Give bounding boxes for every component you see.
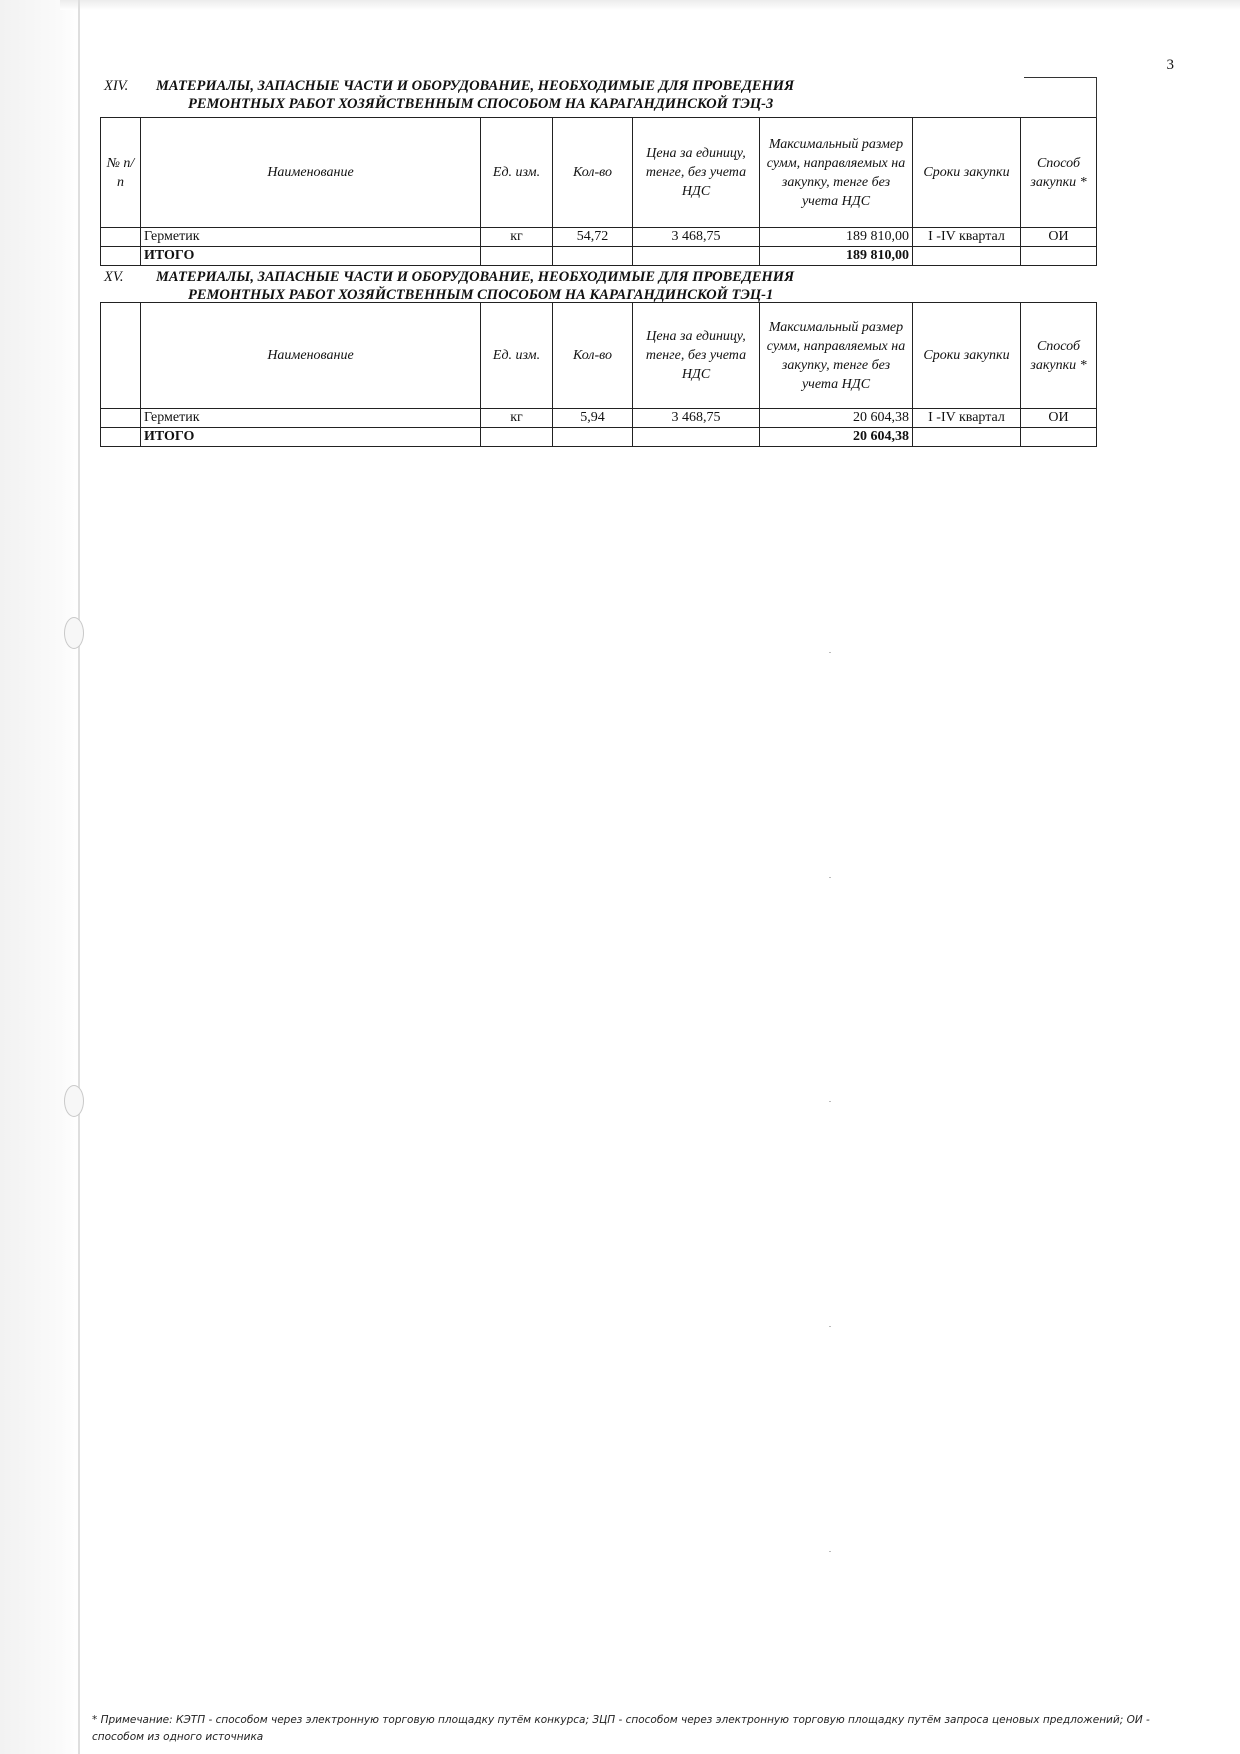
total-row [101,247,1097,266]
scan-top-shadow [60,0,1240,10]
scan-speck [829,877,831,878]
punch-hole [64,1085,84,1117]
table-row [101,409,1097,428]
cell-name: Герметик [141,409,481,428]
scan-fold-line [78,0,80,1754]
table-header-row [101,118,1097,228]
cell-unit: кг [481,228,553,247]
section-title-line2: РЕМОНТНЫХ РАБОТ ХОЗЯЙСТВЕННЫМ СПОСОБОМ НА КАРАГАНДИНСКОЙ ТЭЦ-3 [188,96,774,112]
punch-hole [64,617,84,649]
header-max-sum: Максимальный размер сумм, направляемых на закупку, тенге без учета НДС [760,118,913,228]
header-qty: Кол-во [553,303,633,409]
heading-rule [1024,77,1097,118]
header-method: Способ закупки * [1021,303,1097,409]
total-sum: 189 810,00 [760,247,913,266]
table-header-row [101,303,1097,409]
scan-speck [829,652,831,653]
footnote: * Примечание: КЭТП - способом через электронную торговую площадку путём конкурса; ЗЦП - способом через электронную торговую площадку путём запроса ценовых предложений; ОИ - способом из одного источника [92,1714,1150,1743]
section-title-line1: МАТЕРИАЛЫ, ЗАПАСНЫЕ ЧАСТИ И ОБОРУДОВАНИЕ, НЕОБХОДИМЫЕ ДЛЯ ПРОВЕДЕНИЯ [156,269,795,285]
cell-unit: кг [481,409,553,428]
header-unit: Ед. изм. [481,118,553,228]
header-method: Способ закупки * [1021,118,1097,228]
cell-qty: 54,72 [553,228,633,247]
materials-table [100,302,1097,447]
cell-num [101,228,141,247]
cell-max-sum: 189 810,00 [760,228,913,247]
header-term: Сроки закупки [913,303,1021,409]
header-term: Сроки закупки [913,118,1021,228]
section-number: XIV. [104,78,129,94]
scan-speck [829,1551,831,1552]
cell-method: ОИ [1021,409,1097,428]
section-xv [100,268,1096,447]
header-unit: Ед. изм. [481,303,553,409]
table-row [101,228,1097,247]
cell-term: I -IV квартал [913,228,1021,247]
header-name: Наименование [141,303,481,409]
total-sum: 20 604,38 [760,428,913,447]
scan-speck [829,1326,831,1327]
section-title-line2: РЕМОНТНЫХ РАБОТ ХОЗЯЙСТВЕННЫМ СПОСОБОМ НА КАРАГАНДИНСКОЙ ТЭЦ-1 [188,287,774,303]
cell-term: I -IV квартал [913,409,1021,428]
materials-table [100,117,1097,266]
scan-speck [829,1101,831,1102]
header-price: Цена за единицу, тенге, без учета НДС [633,303,760,409]
scan-edge [0,0,80,1754]
header-num [101,303,141,409]
cell-qty: 5,94 [553,409,633,428]
header-qty: Кол-во [553,118,633,228]
section-title-line1: МАТЕРИАЛЫ, ЗАПАСНЫЕ ЧАСТИ И ОБОРУДОВАНИЕ, НЕОБХОДИМЫЕ ДЛЯ ПРОВЕДЕНИЯ [156,78,795,94]
total-label: ИТОГО [141,247,481,266]
section-heading [100,268,1096,308]
section-number: XV. [104,269,124,285]
cell-max-sum: 20 604,38 [760,409,913,428]
section-heading [100,77,1096,117]
header-num: № п/п [101,118,141,228]
cell-num [101,409,141,428]
header-max-sum: Максимальный размер сумм, направляемых на закупку, тенге без учета НДС [760,303,913,409]
cell-price: 3 468,75 [633,409,760,428]
header-price: Цена за единицу, тенге, без учета НДС [633,118,760,228]
total-label: ИТОГО [141,428,481,447]
page-number: 3 [1166,57,1174,73]
total-row [101,428,1097,447]
section-xiv [100,77,1096,266]
cell-price: 3 468,75 [633,228,760,247]
cell-method: ОИ [1021,228,1097,247]
header-name: Наименование [141,118,481,228]
cell-name: Герметик [141,228,481,247]
